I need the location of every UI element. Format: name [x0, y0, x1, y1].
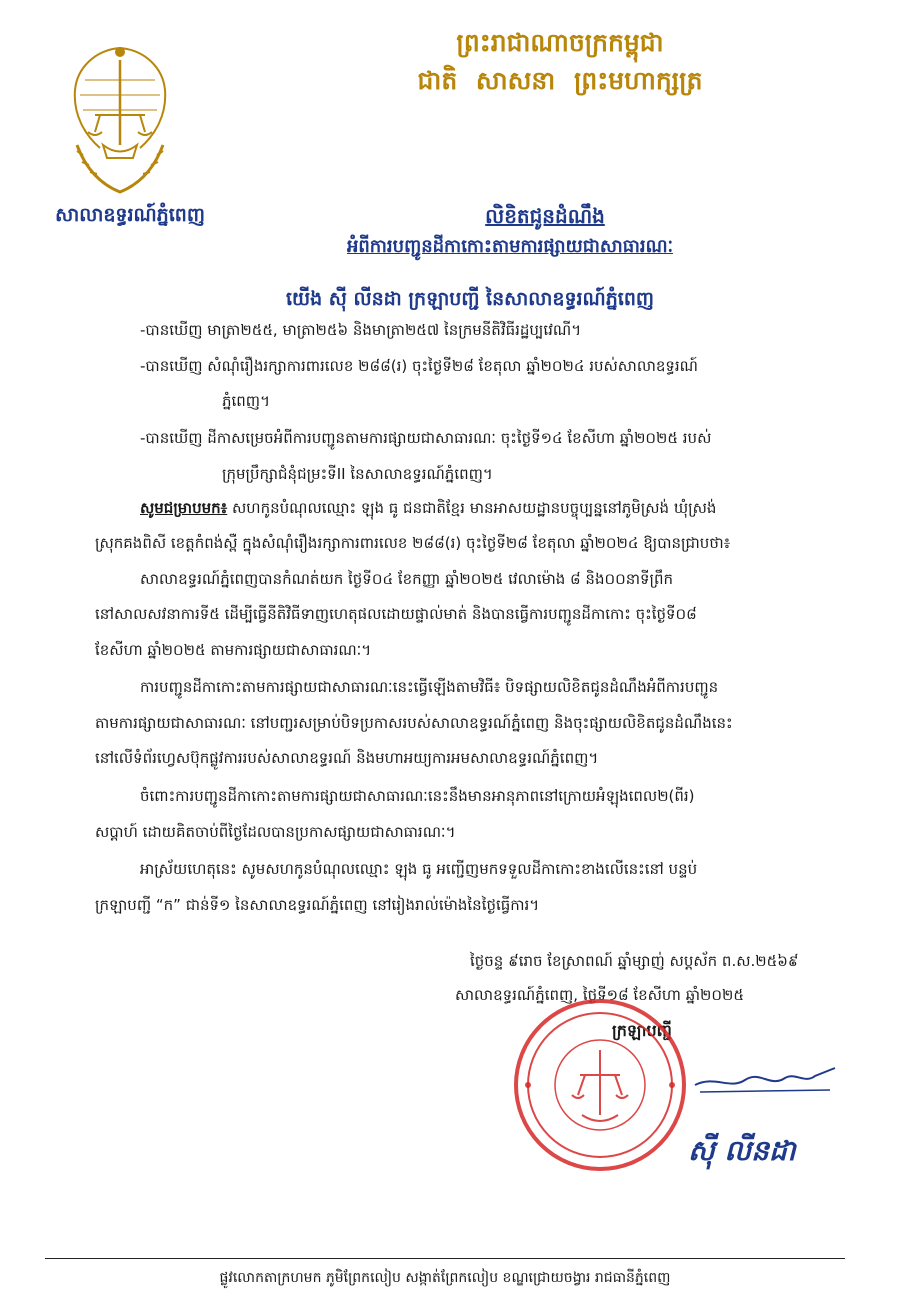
court-emblem — [55, 40, 185, 205]
place-date: សាលាឧទ្ធរណ៍ភ្នំពេញ, ថ្ងៃទី១៨ ខែសីហា ឆ្នាំ២០២៥ — [455, 986, 744, 1004]
kingdom-title: ព្រះរាជាណាចក្រកម្ពុជា — [456, 28, 664, 57]
footer-divider — [45, 1258, 845, 1259]
ref-line: ក្រុមប្រឹក្សាជំនុំជម្រះទីII នៃសាលាឧទ្ធរណ៍ភ្នំពេញ។ — [222, 465, 493, 483]
signer-role: ក្រឡាបញ្ជី — [612, 1021, 672, 1040]
signer-name: ស៊ី លីនដា — [688, 1134, 796, 1167]
notice-label: សូមជម្រាបមក៖ — [140, 499, 228, 517]
paragraph-line: សាលាឧទ្ធរណ៍ភ្នំពេញបានកំណត់យក ថ្ងៃទី០៤ ខែកញ្ញា ឆ្នាំ២០២៥ វេលាម៉ោង ៨ និង០០នាទីព្រឹក — [140, 570, 674, 588]
ref-line: -បានឃើញ មាត្រា២៥៥, មាត្រា២៥៦ និងមាត្រា២៥៧ នៃក្រមនីតិវិធីរដ្ឋប្បវេណី។ — [140, 321, 582, 339]
lunar-date: ថ្ងៃចន្ទ ៩រោច ខែស្រាពណ៍ ឆ្នាំម្សាញ់ សប្តស័ក ព.ស.២៥៦៩ — [470, 952, 799, 970]
ref-line: -បានឃើញ សំណុំរឿងរក្សាការពារលេខ ២៨៨(រ) ចុះថ្ងៃទី២៨ ខែតុលា ឆ្នាំ២០២៤ របស់សាលាឧទ្ធរណ៍ — [140, 357, 698, 375]
court-name: សាលាឧទ្ធរណ៍ភ្នំពេញ — [55, 204, 205, 226]
ref-line: -បានឃើញ ដីកាសម្រេចអំពីការបញ្ជូនតាមការផ្សាយជាសាធារណៈ ចុះថ្ងៃទី១៤ ខែសីហា ឆ្នាំ២០២៥ របស់ — [140, 429, 712, 447]
paragraph-line: សប្តាហ៍ ដោយគិតចាប់ពីថ្ងៃដែលបានប្រកាសផ្សាយជាសាធារណៈ។ — [95, 823, 456, 841]
notice-text: សហកូនបំណុលឈ្មោះ ឡុង ធូ ជនជាតិខ្មែរ មានអាសយដ្ឋានបច្ចុប្បន្ននៅភូមិស្រង់ ឃុំស្រង់ — [227, 499, 717, 517]
document-subject: អំពីការបញ្ជូនដីកាកោះតាមការផ្សាយជាសាធារណៈ — [346, 236, 674, 257]
paragraph-line: នៅសាលសវនាការទី៥ ដើម្បីធ្វើនីតិវិធីទាញហេតុផលដោយផ្ទាល់មាត់ និងបានធ្វើការបញ្ជូនដីកាកោះ ចុះថ្ងៃទី០៨ — [95, 605, 697, 623]
ref-line: ភ្នំពេញ។ — [222, 392, 270, 410]
paragraph-line: នៅលើទំព័រហ្វេសប៊ុកផ្លូវការរបស់សាលាឧទ្ធរណ៍ និងមហាអយ្យការអមសាលាឧទ្ធរណ៍ភ្នំពេញ។ — [95, 749, 599, 767]
paragraph-line: ខែសីហា ឆ្នាំ២០២៥ តាមការផ្សាយជាសាធារណៈ។ — [95, 641, 372, 659]
paragraph-line: ចំពោះការបញ្ជូនដីកាកោះតាមការផ្សាយជាសាធារណៈនេះនឹងមានអានុភាពនៅក្រោយអំឡុងពេល២(ពីរ) — [140, 787, 695, 805]
document-type: លិខិតជូនដំណឹង — [485, 204, 605, 228]
national-motto: ជាតិ សាសនា ព្រះមហាក្សត្រ — [417, 66, 703, 95]
issuer-line: យើង ស៊ី លីនដា ក្រឡាបញ្ជី នៃសាលាឧទ្ធរណ៍ភ្នំពេញ — [286, 288, 654, 310]
notice-line — [140, 496, 716, 520]
paragraph-line: អាស្រ័យហេតុនេះ សូមសហកូនបំណុលឈ្មោះ ឡុង ធូ អញ្ជើញមកទទួលដីកាកោះខាងលើនេះនៅ បន្ទប់ — [140, 860, 698, 878]
paragraph-line: ក្រឡាបញ្ជី “ក” ជាន់ទី១ នៃសាលាឧទ្ធរណ៍ភ្នំពេញ នៅរៀងរាល់ម៉ោងនៃថ្ងៃធ្វើការ។ — [95, 896, 540, 914]
handwritten-signature — [690, 1050, 840, 1105]
paragraph-line: តាមការផ្សាយជាសាធារណៈ នៅបញ្ជរសម្រាប់បិទប្រកាសរបស់សាលាឧទ្ធរណ៍ភ្នំពេញ និងចុះផ្សាយលិខិតជូនដំណឹងនេះ — [95, 714, 733, 732]
paragraph-line: ការបញ្ជូនដីកាកោះតាមការផ្សាយជាសាធារណៈនេះធ្វើឡើងតាមវិធី៖ បិទផ្សាយលិខិតជូនដំណឹងអំពីការបញ្ជូន — [140, 678, 719, 696]
notice-line: ស្រុកគងពិសី ខេត្តកំពង់ស្ពឺ ក្នុងសំណុំរឿងរក្សាការពារលេខ ២៨៨(រ) ចុះថ្ងៃទី២៨ ខែតុលា ឆ្នាំ២០២៤ ឱ្យបានជ្រាបថា៖ — [95, 534, 731, 552]
footer-address: ផ្លូវលោកតាក្រហមក ភូមិព្រែកលៀប សង្កាត់ព្រែកលៀប ខណ្ឌជ្រោយចង្វារ រាជធានីភ្នំពេញ — [219, 1270, 671, 1286]
official-seal — [510, 995, 690, 1175]
